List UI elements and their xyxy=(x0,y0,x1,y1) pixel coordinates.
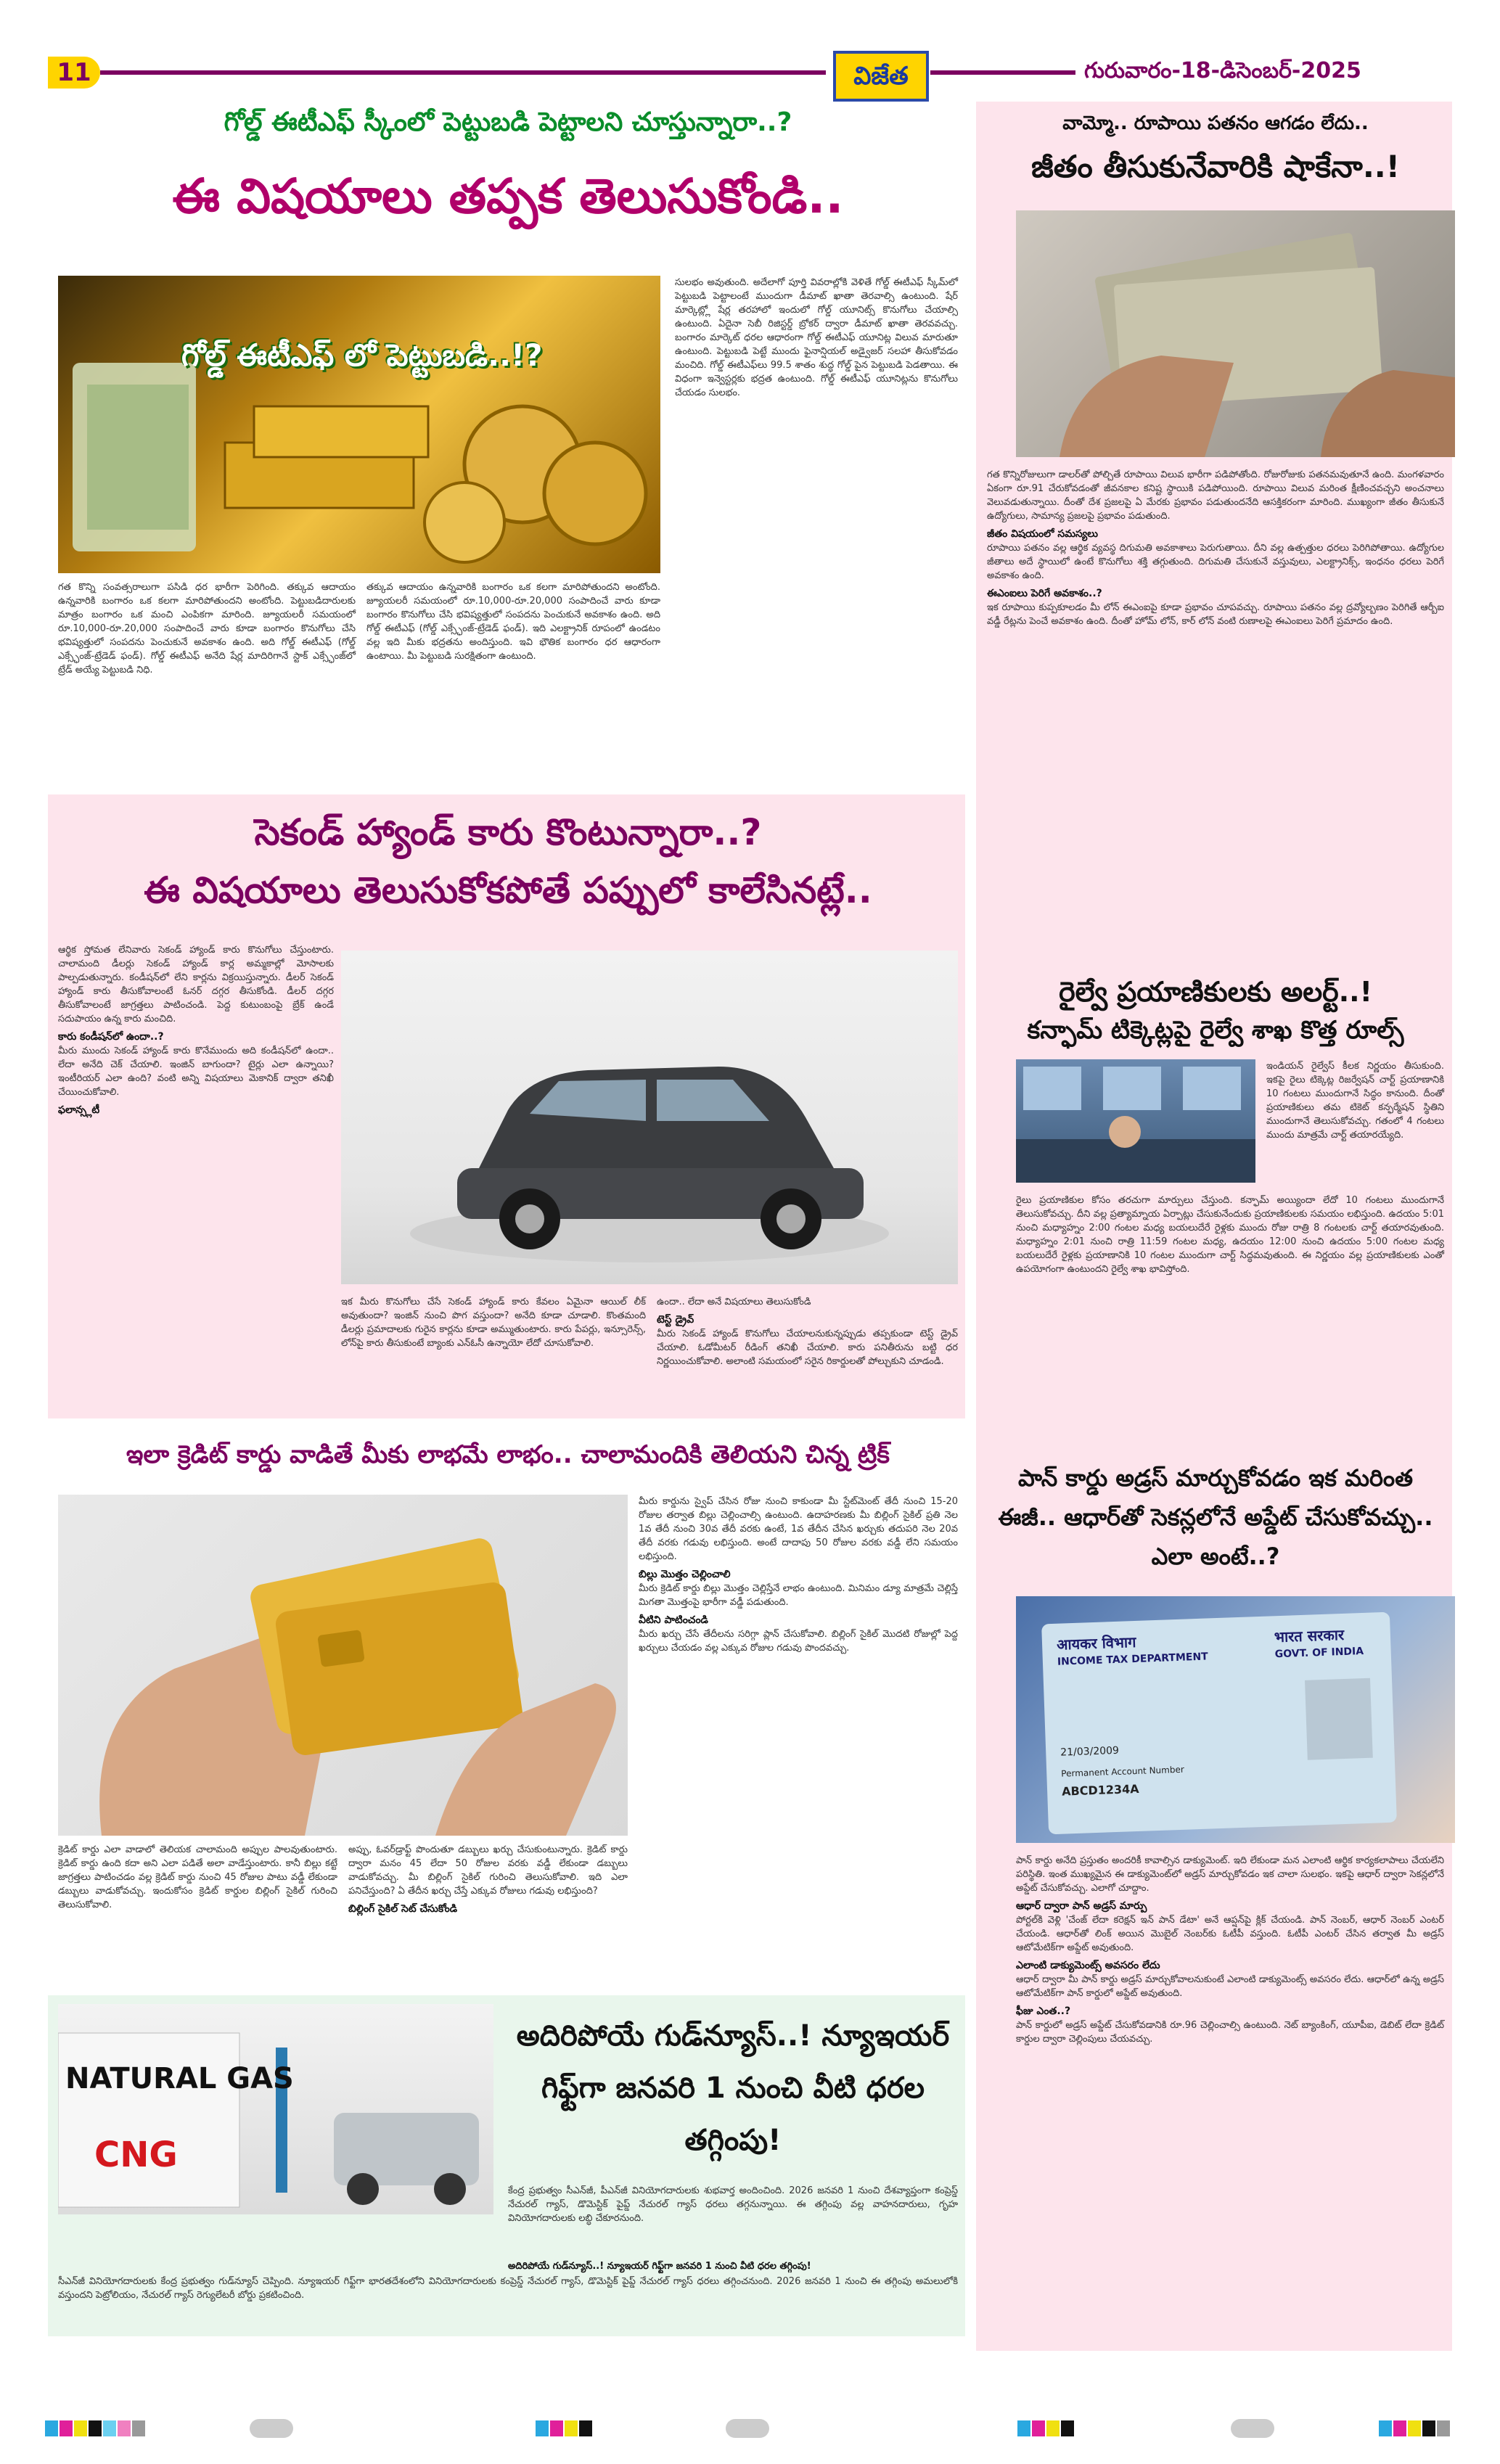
credit-card-photo xyxy=(58,1495,628,1836)
rupee-headline: జీతం తీసుకునేవారికి షాకేనా..! xyxy=(1031,149,1400,184)
car-subhead-1: కారు కండీషన్‌లో ఉందా..? xyxy=(58,1031,164,1043)
car-subhead-2: టెస్ట్ డ్రైవ్ xyxy=(657,1314,694,1326)
pan-card-text-1: आयकर विभाग xyxy=(1056,1633,1136,1654)
card-col-3 xyxy=(639,1495,958,1655)
newspaper-logo: విజేత xyxy=(833,51,929,102)
rupee-kicker: వామ్మో.. రూపాయి పతనం ఆగడం లేదు.. xyxy=(1062,112,1369,134)
gas-subhead: అదిరిపోయే గుడ్‌న్యూస్..! న్యూఇయర్ గిఫ్ట్‌గా జనవరి 1 నుంచి వీటి ధరల తగ్గింపు! xyxy=(508,2261,811,2272)
pan-card-photo xyxy=(1305,1678,1373,1760)
card-col-1: క్రెడిట్ కార్డు ఎలా వాడాలో తెలియక చాలామంది అప్పుల పాలవుతుంటారు. క్రెడిట్ కార్డు ఉంది కదా అని ఎలా పడితే అలా వాడేస్తుంటారు. కానీ బిల్లు కట్టే జాగ్రత్తలు పాటించడం వల్ల క్రెడిట్ కార్డు నుంచి 45 రోజుల పాటు వడ్డీ లేకుండా డబ్బులు వాడుకోవచ్చు. ఇందుకోసం క్రెడిట్ కార్డుల బిల్లింగ్ సైకిల్ గురించి తెలుసుకోవాలి. xyxy=(58,1844,337,1910)
pan-subhead-2: ఎలాంటి డాక్యుమెంట్స్ అవసరం లేదు xyxy=(1016,1960,1160,1971)
gold-photo xyxy=(58,276,660,573)
car-byline: ఫలాన్స్లటీ xyxy=(58,1104,100,1116)
pan-para-2: ఆధార్ ద్వారా మీ పాన్ కార్డు అడ్రస్ మార్చుకోవాలనుకుంటే ఎలాంటి డాక్యుమెంట్స్ అవసరం లేదు. ఆధార్‌లో ఉన్న అడ్రస్ ఆటోమేటిక్‌గా పాన్ కార్డులో అప్డేట్ అవుతుంది. xyxy=(1016,1974,1444,1999)
rupee-para-3: ఇక రూపాయి కుప్పకూలడం మీ లోన్ ఈఎంఐపై కూడా ప్రభావం చూపవచ్చు. రూపాయి పతనం వల్ల ద్రవ్యోల్బణం పెరిగితే ఆర్బీఐ వడ్డీ రేట్లను పెంచే అవకాశం ఉంది. దీంతో హోమ్ లోన్, కార్ లోన్ వంటి రుణాలపై ఈఎంఐలు పెరిగే ప్రమాదం ఉంది. xyxy=(987,602,1444,627)
gas-headline: అదిరిపోయే గుడ్‌న్యూస్..! న్యూఇయర్ గిఫ్ట్‌గా జనవరి 1 నుంచి వీటి ధరల తగ్గింపు! xyxy=(516,2019,950,2157)
car-col-3 xyxy=(657,1295,958,1368)
pan-para-1: పాన్ కార్డు అనేది ప్రస్తుతం అందరికీ కావాల్సిన డాక్యుమెంట్. ఇది లేకుండా మన ఎలాంటి ఆర్థిక కార్యకలాపాలు చేయలేని పరిస్థితి. ఇంత ముఖ్యమైన ఈ డాక్యుమెంట్‌లో అడ్రస్ మార్చుకోవడం ఇక చాలా సులభం. ఇకపై ఆధార్ ద్వారా సెకన్లలోనే అప్డేట్ చేసుకోవచ్చు. ఎలాగో చూద్దాం. xyxy=(1016,1855,1444,1894)
car-col-3b-text: మీరు సెకండ్ హ్యాండ్ కొనుగోలు చేయాలనుకున్నప్పుడు తప్పకుండా టెస్ట్ డ్రైవ్ చేయాలి. ఓడోమీటర్ రీడింగ్ తనిఖీ చేయాలి. కారు పనితీరును బట్టి ధర నిర్ణయించుకోవాలి. అలాంటి సమయంలో సరైన రికార్డులతో పోల్చుకుని చూడండి. xyxy=(657,1328,958,1367)
pan-card-text-4: GOVT. OF INDIA xyxy=(1274,1645,1364,1661)
pan-subhead-3: ఫీజు ఎంత..? xyxy=(1016,2005,1071,2017)
card-subhead-1: బిల్లింగ్ సైకిల్ సెట్ చేసుకోండి xyxy=(348,1903,458,1915)
pan-card-text-3: INCOME TAX DEPARTMENT xyxy=(1057,1651,1208,1668)
card-subhead-3: వీటిని పాటించండి xyxy=(639,1614,708,1626)
card-subhead-2: బిల్లు మొత్తం చెల్లించాలి xyxy=(639,1569,731,1580)
pan-card-text-7: ABCD1234A xyxy=(1061,1781,1139,1799)
credit-card-illustration xyxy=(58,1495,628,1836)
car-illustration xyxy=(341,950,958,1284)
cng-photo xyxy=(58,2004,493,2214)
railway-coach-illustration xyxy=(1016,1059,1255,1183)
car-col-1 xyxy=(58,943,334,1117)
rupee-notes-illustration xyxy=(1016,210,1455,457)
car-col-3-text: ఉందా.. లేదా అనే విషయాలు తెలుసుకోండి xyxy=(657,1297,811,1307)
pan-card-text-2: भारत सरकार xyxy=(1274,1625,1345,1646)
railway-para-1: ఇండియన్ రైల్వేస్ కీలక నిర్ణయం తీసుకుంది. ఇకపై రైలు టిక్కెట్ల రిజర్వేషన్ చార్ట్ ప్రయాణానికి 10 గంటలు ముందుగానే సిద్ధం కానుంది. దీంతో ప్రయాణికులు తమ టికెట్ కన్ఫర్మేషన్ స్థితిని ముందుగానే తెలుసుకోవచ్చు. గతంలో 4 గంటలు ముందు మాత్రమే చార్ట్ తయారయ్యేది. xyxy=(1266,1061,1444,1141)
railway-photo xyxy=(1016,1059,1255,1183)
pan-photo xyxy=(1016,1596,1455,1843)
header-rule-right xyxy=(930,70,1075,75)
car-col-1-text: ఆర్థిక స్తోమత లేనివారు సెకండ్ హ్యాండ్ కారు కొనుగోలు చేస్తుంటారు. చాలామంది డీలర్లు సెకండ్ హ్యాండ్ కార్ల అమ్మకాల్లో మోసాలకు పాల్పడుతున్నారు. కండీషన్‌లో లేని కార్లను విక్రయిస్తున్నారు. డీలర్ సెకండ్ హ్యాండ్ కారు తీసుకోవాలంటే ఓనర్ దగ్గర తీసుకోండి. డీలర్ దగ్గర తీసుకోవాలంటే జాగ్రత్తలు పాటించండి. పెద్ద కుటుంబంపై బ్రేక్ ఉండే సదుపాయం ఉన్న కారు మంచిది. xyxy=(58,945,334,1024)
pan-card-text-5: 21/03/2009 xyxy=(1060,1744,1120,1759)
car-headline-2: ఈ విషయాలు తెలుసుకోకపోతే పప్పులో కాలేసినట్లే.. xyxy=(144,869,872,911)
card-col-3-text: మీరు కార్డును స్వైప్ చేసిన రోజు నుంచి కాకుండా మీ స్టేట్‌మెంట్ తేదీ నుంచి 15-20 రోజుల తర్వాత బిల్లు చెల్లించాల్సి ఉంటుంది. ఉదాహరణకు మీ బిల్లింగ్ సైకిల్ ప్రతి నెల 1వ తేదీ నుంచి 30వ తేదీ వరకు ఉంటే, 1వ తేదీన చేసిన ఖర్చుకు తదుపరి నెల 20వ తేదీ వరకు గడువు లభిస్తుంది. అంటే దాదాపు 50 రోజుల వరకు వడ్డీ లేని సమయం లభిస్తుంది. xyxy=(639,1496,958,1562)
rupee-subhead-1: జీతం విషయంలో సమస్యలు xyxy=(987,528,1098,540)
gas-para-1: కేంద్ర ప్రభుత్వం సీఎన్‌జీ, పీఎన్‌జీ వినియోగదారులకు శుభవార్త అందించింది. 2026 జనవరి 1 నుంచి దేశవ్యాప్తంగా కంప్రెస్డ్ నేచురల్ గ్యాస్, డొమెస్టిక్ పైప్డ్ నేచురల్ గ్యాస్ ధరలు తగ్గనున్నాయి. ఈ తగ్గింపు వల్ల వాహనదారులు, గృహ వినియోగదారులకు లబ్ధి చేకూరనుంది. xyxy=(508,2185,958,2224)
card-headline: ఇలా క్రెడిట్ కార్డు వాడితే మీకు లాభమే లాభం.. చాలామందికి తెలియని చిన్న ట్రిక్ xyxy=(126,1440,890,1469)
railway-headline-2: కన్ఫామ్ టిక్కెట్లపై రైల్వే శాఖ కొత్త రూల్స్ xyxy=(1027,1016,1404,1045)
car-col-1b-text: మీరు ముందు సెకండ్ హ్యాండ్ కారు కొనేముందు అది కండీషన్‌లో ఉందా.. లేదా అనేది చెక్ చేయాలి. ఇంజిన్ బాగుందా? టైర్లు ఎలా ఉన్నాయి? ఇంటీరియర్ ఎలా ఉంది? వంటి అన్ని విషయాలు మెకానిక్ ద్వారా తనిఖీ చేయించుకోవాలి. xyxy=(58,1046,334,1098)
railway-headline-1: రైల్వే ప్రయాణికులకు అలర్ట్..! xyxy=(1059,976,1372,1008)
rupee-subhead-2: ఈఎంఐలు పెరిగే అవకాశం..? xyxy=(987,588,1102,599)
gold-col-3: సులభం అవుతుంది. అదేలాగో పూర్తి వివరాల్లోకి వెళితే గోల్డ్ ఈటీఎఫ్ స్కీమ్‌లో పెట్టుబడి పెట్టాలంటే ముందుగా డీమాట్ ఖాతా తెరవాల్సి ఉంటుంది. షేర్ మార్కెట్ల్లో షేర్ల తరహాలో ఇందులో గోల్డ్ యూనిట్స్ కొనుగోలు చేయాల్సి ఉంటుంది. ఏదైనా సెబీ రిజిస్టర్డ్ బ్రోకర్ ద్వారా డీమాట్ ఖాతా తెరవవచ్చు. బంగారం మార్కెట్ ధరల ఆధారంగా గోల్డ్ ఈటీఎఫ్ యూనిట్ల విలువ మారుతూ ఉంటుంది. పెట్టుబడి పెట్టే ముందు ఫైనాన్షియల్ అడ్వైజర్ సలహా తీసుకోవడం మంచిది. గోల్డ్ ఈటీఎఫ్‌లు 99.5 శాతం శుద్ధ గోల్డ్ పైన పెట్టుబడి పెడతాయి. ఈ విధంగా ఇన్వెస్టర్లకు భద్రత ఉంటుంది. గోల్డ్ ఈటీఎఫ్ యూనిట్లను కొనుగోలు చేయడం సులభం. xyxy=(675,277,958,398)
car-headline-1: సెకండ్ హ్యాండ్ కారు కొంటున్నారా..? xyxy=(254,811,762,853)
gold-col-2: తక్కువ ఆదాయం ఉన్నవారికి బంగారం ఒక కలగా మారిపోతుందని అంటోంది. జ్యూయలరీ సమయంలో రూ.10,000-రూ.20,000 సంపాదించే వారు కూడా బంగారం కొనుగోలు చేసి భవిష్యత్తులో సంపదను పెంచుకునే అవకాశం ఉంది. అది గోల్డ్ ఈటీఎఫ్ (గోల్డ్ ఎక్స్ఛేంజ్-ట్రేడెడ్ ఫండ్). ఇది ఎలక్ట్రానిక్ రూపంలో ఉండటం వల్ల ఇది మీకు భద్రతను అందిస్తుంది. ఇవి భౌతిక బంగారం ధర ఆధారంగా ఉంటాయి. మీ పెట్టుబడి సురక్షితంగా ఉంటుంది. xyxy=(366,582,660,662)
gold-bars-illustration xyxy=(58,276,660,573)
rupee-para-1: గత కొన్నిరోజులుగా డాలర్‌తో పోల్చితే రూపాయి విలువ భారీగా పడిపోతోంది. రోజురోజుకు పతనమవుతూనే ఉంది. మంగళవారం ఏకంగా రూ.91 చేరుకోవడంతో జీవనకాల కనిష్ట స్థాయికి పడిపోయింది. రూపాయి విలువ మరింత క్షీణించవచ్చని అంచనాలు వెలువడుతున్నాయి. దీంతో దేశ ప్రజలపై ఏ మేరకు ప్రభావం పడుతుందనేది ఆసక్తికరంగా మారింది. ముఖ్యంగా జీతం తీసుకునే ఉద్యోగులు, సామాన్య ప్రజలపై ప్రభావం పడుతుంది. xyxy=(987,469,1444,522)
gas-para-2: సీఎన్‌జీ వినియోగదారులకు కేంద్ర ప్రభుత్వం గుడ్‌న్యూస్ చెప్పింది. న్యూఇయర్ గిఫ్ట్‌గా భారతదేశంలోని వినియోగదారులకు కంప్రెస్డ్ నేచురల్ గ్యాస్, డొమెస్టిక్ పైప్డ్ నేచురల్ గ్యాస్ ధరలు తగ్గించనుంది. 2026 జనవరి 1 నుంచి ఈ తగ్గింపు అమలులోకి వస్తుందని పెట్రోలియం, నేచురల్ గ్యాస్ రెగ్యులేటరీ బోర్డు ప్రకటించింది. xyxy=(58,2276,958,2301)
cng-station-illustration xyxy=(58,2004,493,2214)
gold-photo-text: గోల్డ్ ఈటీఎఫ్ లో పెట్టుబడి..!? xyxy=(181,337,543,373)
card-col-2 xyxy=(348,1843,628,1916)
gold-headline: ఈ విషయాలు తప్పక తెలుసుకోండి.. xyxy=(172,168,844,224)
date-line: గురువారం-18-డిసెంబర్-2025 xyxy=(1084,58,1361,83)
car-col-2: ఇక మీరు కొనుగోలు చేసే సెకండ్ హ్యాండ్ కారు కేవలం ఏమైనా ఆయిల్ లీక్ అవుతుందా? ఇంజిన్ నుంచి పొగ వస్తుందా? అనేది కూడా చూడాలి. కొంతమంది డీలర్లు ప్రమాదాలకు గురైన కార్లను కూడా అమ్ముతుంటారు. కారు పేపర్లు, ఇన్సూరెన్స్, లోన్‌పై కారు తీసుకుంటే బ్యాంకు ఎన్ఓసీ ఉన్నాయో లేదో చూసుకోవాలి. xyxy=(341,1297,646,1349)
pan-card xyxy=(1041,1612,1397,1835)
card-col-3b-text: మీరు క్రెడిట్ కార్డు బిల్లు మొత్తం చెల్లిస్తేనే లాభం ఉంటుంది. మినిమం డ్యూ మాత్రమే చెల్లిస్తే మిగతా మొత్తంపై భారీగా వడ్డీ పడుతుంది. xyxy=(639,1583,958,1608)
page-number: 11 xyxy=(48,57,100,89)
cng-photo-text-2: CNG xyxy=(94,2135,178,2175)
pan-para-3: పాన్ కార్డులో అడ్రస్ అప్డేట్ చేసుకోవడానికి రూ.96 చెల్లించాల్సి ఉంటుంది. నెట్ బ్యాంకింగ్, యూపీఐ, డెబిట్ లేదా క్రెడిట్ కార్డుల ద్వారా చెల్లింపులు చేయవచ్చు. xyxy=(1016,2020,1444,2045)
rupee-para-2: రూపాయి పతనం వల్ల ఆర్థిక వ్యవస్థ దిగుమతి అవకాశాలు పెరుగుతాయి. దీని వల్ల ఉత్పత్తుల ధరలు పెరిగిపోతాయి. ఉద్యోగుల జీతాలు అదే స్థాయిలో ఉంటే కొనుగోలు శక్తి తగ్గుతుంది. దిగుమతి చేసుకునే వస్తువులు, ఎలక్ట్రానిక్స్, ఇంధనం ధరలు పెరిగే అవకాశం ఉంది. xyxy=(987,543,1444,581)
railway-para-2: రైలు ప్రయాణికుల కోసం తరచుగా మార్పులు చేస్తుంది. కన్ఫామ్ అయ్యిందా లేదో 10 గంటలు ముందుగానే తెలుసుకోవచ్చు. దీని వల్ల ప్రత్యామ్నాయ ఏర్పాట్లు చేసుకునేందుకు ప్రయాణికులకు సమయం లభిస్తుంది. ఉదయం 5:01 నుంచి మధ్యాహ్నం 2:00 గంటల మధ్య బయలుదేరే రైళ్లకు ముందు రోజు రాత్రి 8 గంటలకు చార్ట్ తయారవుతుంది. మధ్యాహ్నం 2:01 నుంచి రాత్రి 11:59 గంటల మధ్య, ఉదయం 12:00 నుంచి ఉదయం 5:00 గంటల మధ్య బయలుదేరే రైళ్లకు ప్రయాణానికి 10 గంటల ముందుగా చార్ట్ సిద్ధమవుతుంది. ఈ నిర్ణయం వల్ల ప్రయాణికులకు ఎంతో ఉపయోగంగా ఉంటుందని రైల్వే శాఖ భావిస్తోంది. xyxy=(1016,1195,1444,1275)
pan-body xyxy=(1016,1854,1444,2046)
pan-card-text-6: Permanent Account Number xyxy=(1061,1764,1184,1779)
header-rule-left xyxy=(100,70,826,75)
pan-list: పోర్టల్‌కి వెళ్లి 'చేంజ్ లేదా కరెక్షన్ ఇన్ పాన్ డేటా' అనే ఆప్షన్‌పై క్లిక్ చేయండి. పాన్ నెంబర్, ఆధార్ నెంబర్ ఎంటర్ చేయండి. ఆధార్‌తో లింక్ అయిన మొబైల్ నెంబర్‌కు ఓటీపీ వస్తుంది. ఓటీపీ ఎంటర్ చేసిన తర్వాత మీ అడ్రస్ ఆటోమేటిక్‌గా అప్డేట్ అవుతుంది. xyxy=(1016,1915,1444,1953)
rupee-photo xyxy=(1016,210,1455,457)
car-photo xyxy=(341,950,958,1284)
gold-kicker: గోల్డ్ ఈటీఎఫ్ స్కీంలో పెట్టుబడి పెట్టాలని చూస్తున్నారా..? xyxy=(224,107,792,137)
pan-subhead-1: ఆధార్ ద్వారా పాన్ అడ్రస్ మార్పు xyxy=(1016,1900,1147,1912)
card-col-3c-text: మీరు ఖర్చు చేసే తేదీలను సరిగ్గా ప్లాన్ చేసుకోవాలి. బిల్లింగ్ సైకిల్ మొదటి రోజుల్లో పెద్ద ఖర్చులు చేయడం వల్ల ఎక్కువ రోజుల గడువు పొందవచ్చు. xyxy=(639,1629,958,1654)
cng-photo-text-1: NATURAL GAS xyxy=(65,2062,294,2095)
rupee-body xyxy=(987,468,1444,628)
pan-headline: పాన్ కార్డు అడ్రస్ మార్చుకోవడం ఇక మరింత ఈజీ.. ఆధార్‌తో సెకన్లలోనే అప్డేట్ చేసుకోవచ్చు.. ఎలా అంటే..? xyxy=(998,1464,1433,1570)
gold-col-1: గత కొన్ని సంవత్సరాలుగా పసిడి ధర భారీగా పెరిగింది. తక్కువ ఆదాయం ఉన్నవారికి బంగారం ఒక కలగా మారిపోతుందని అంటోంది. పెట్టుబడిదారులకు మాత్రం బంగారం ఒక మంచి ఎంపికగా మారింది. జ్యూయలరీ సమయంలో రూ.10,000-రూ.20,000 సంపాదించే వారు కూడా బంగారం కొనుగోలు చేసి భవిష్యత్తులో సంపదను పెంచుకునే అవకాశం ఉంది. అది గోల్డ్ ఈటీఎఫ్ (గోల్డ్ ఎక్స్ఛేంజ్-ట్రేడెడ్ ఫండ్). గోల్డ్ ఈటీఎఫ్ అనేది షేర్ల మాదిరిగానే స్టాక్ ఎక్స్ఛేంజ్‌లో ట్రేడ్ అయ్యే పెట్టుబడి నిధి. xyxy=(58,582,356,675)
card-col-2-text: అప్పు, ఓవర్‌డ్రాఫ్ట్ పొందుతూ డబ్బులు ఖర్చు చేసుకుంటున్నారు. క్రెడిట్ కార్డు ద్వారా మనం 45 లేదా 50 రోజుల వరకు వడ్డీ లేకుండా డబ్బులు వాడుకోవచ్చు. మీ బిల్లింగ్ సైకిల్ గురించి తెలుసుకోవాలి. ఇది ఎలా పనిచేస్తుంది? ఏ తేదీన ఖర్చు చేస్తే ఎక్కువ రోజులు గడువు లభిస్తుంది? xyxy=(348,1844,628,1897)
